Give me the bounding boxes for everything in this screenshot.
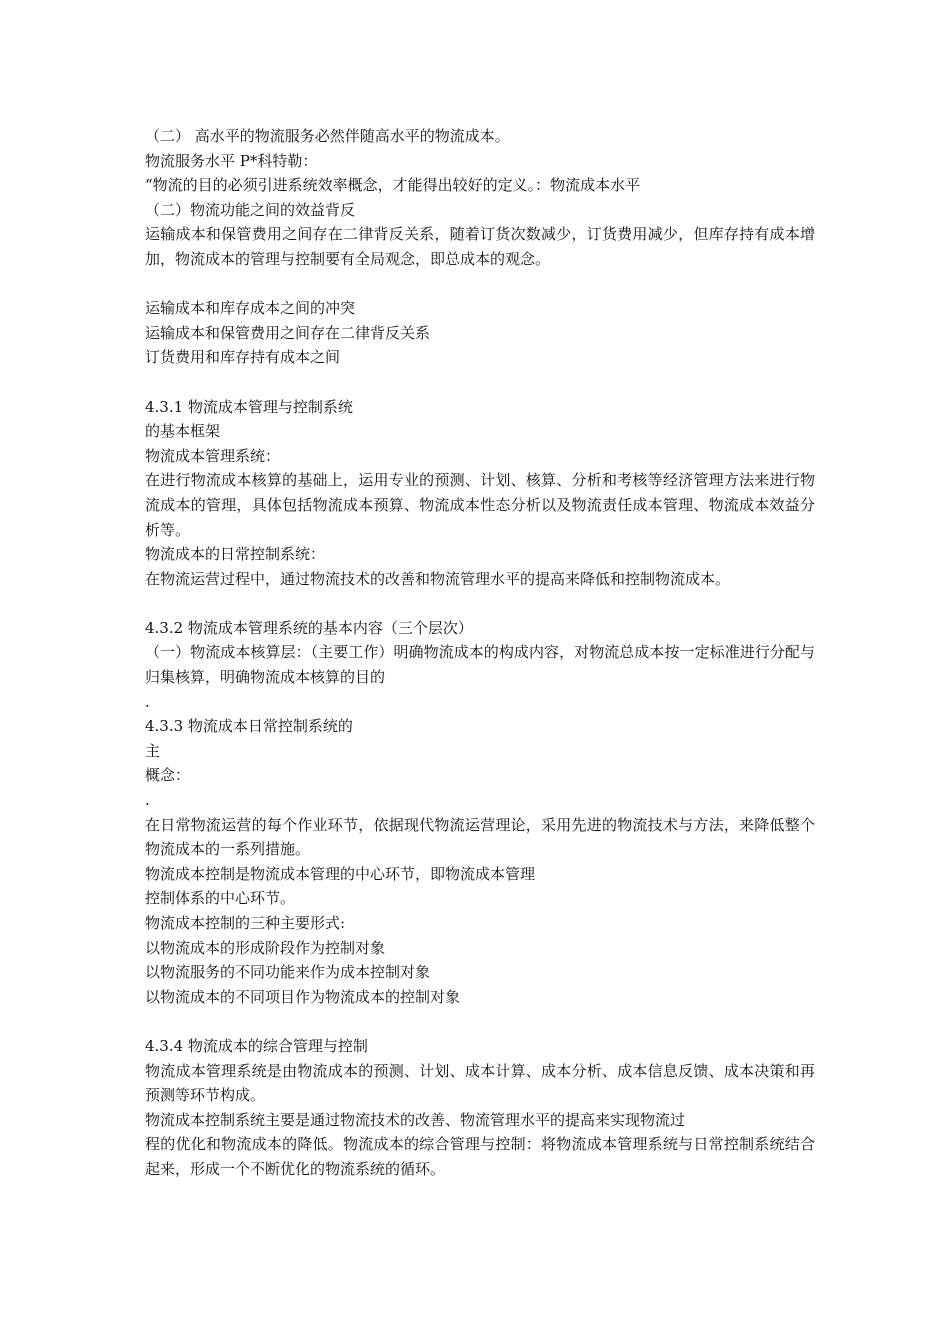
text-line: 物流成本控制是物流成本管理的中心环节，即物流成本管理	[145, 864, 536, 883]
blank-line	[145, 370, 815, 395]
section-heading: 4.3.2 物流成本管理系统的基本内容（三个层次）	[145, 618, 473, 637]
text-line: （二） 高水平的物流服务必然伴随高水平的物流成本。	[145, 127, 510, 145]
section-heading: 4.3.1 物流成本管理与控制系统	[145, 397, 353, 416]
text-line: 概念：	[145, 766, 191, 785]
paragraph: 在进行物流成本核算的基础上，运用专业的预测、计划、核算、分析和考核等经济管理方法来进行物流成本的管理，具体包括物流成本预算、物流成本性态分析以及物流责任成本管理、物流成本效益分析等。	[145, 471, 815, 539]
text-line: 物流成本的日常控制系统：	[145, 545, 326, 564]
text-line: （二）物流功能之间的效益背反	[145, 200, 356, 219]
text-line: 运输成本和库存成本之间的冲突	[145, 299, 356, 318]
text-line: 在物流运营过程中，通过物流技术的改善和物流管理水平的提高来降低和控制物流成本。	[145, 569, 731, 588]
text-line: 订货费用和库存持有成本之间	[145, 348, 341, 367]
text-line: 物流成本控制的三种主要形式:	[145, 914, 346, 932]
list-item: 以物流成本的形成阶段作为控制对象	[145, 938, 386, 957]
document-body	[145, 124, 815, 1182]
list-item: 以物流成本的不同项目作为物流成本的控制对象	[145, 987, 461, 1006]
text-line: .	[145, 692, 150, 711]
text-line: 控制体系的中心环节。	[145, 889, 296, 908]
paragraph: （一）物流成本核算层：（主要工作）明确物流成本的构成内容，对物流总成本按一定标准进行分配与归集核算，明确物流成本核算的目的	[145, 643, 815, 687]
blank-line	[145, 272, 815, 297]
text-line: 主	[145, 741, 161, 760]
paragraph: 程的优化和物流成本的降低。物流成本的综合管理与控制：将物流成本管理系统与日常控制系统结合起来，形成一个不断优化的物流系统的循环。	[145, 1135, 815, 1178]
text-line: “物流的目的必须引进系统效率概念，才能得出较好的定义。：物流成本水平	[145, 176, 641, 195]
text-line: 物流成本控制系统主要是通过物流技术的改善、物流管理水平的提高来实现物流过	[145, 1110, 686, 1129]
blank-line	[145, 1009, 815, 1034]
section-heading: 4.3.3 物流成本日常控制系统的	[145, 717, 353, 736]
paragraph: 物流成本管理系统是由物流成本的预测、计划、成本计算、成本分析、成本信息反馈、成本决策和再预测等环节构成。	[145, 1061, 815, 1105]
blank-line	[145, 591, 815, 616]
text-line: 运输成本和保管费用之间存在二律背反关系	[145, 323, 431, 342]
paragraph: 运输成本和保管费用之间存在二律背反关系，随着订货次数减少，订货费用减少，但库存持有成本增加，物流成本的管理与控制要有全局观念，即总成本的观念。	[145, 225, 815, 268]
text-line: 物流服务水平 P*科特勒：	[145, 151, 318, 170]
text-line: .	[145, 791, 150, 810]
text-line: 物流成本管理系统：	[145, 446, 281, 465]
list-item: 以物流服务的不同功能来作为成本控制对象	[145, 963, 431, 982]
section-heading: 4.3.4 物流成本的综合管理与控制	[145, 1036, 368, 1055]
text-line: 的基本框架	[145, 422, 221, 441]
paragraph: 在日常物流运营的每个作业环节，依据现代物流运营理论，采用先进的物流技术与方法，来降低整个物流成本的一系列措施。	[145, 815, 815, 859]
